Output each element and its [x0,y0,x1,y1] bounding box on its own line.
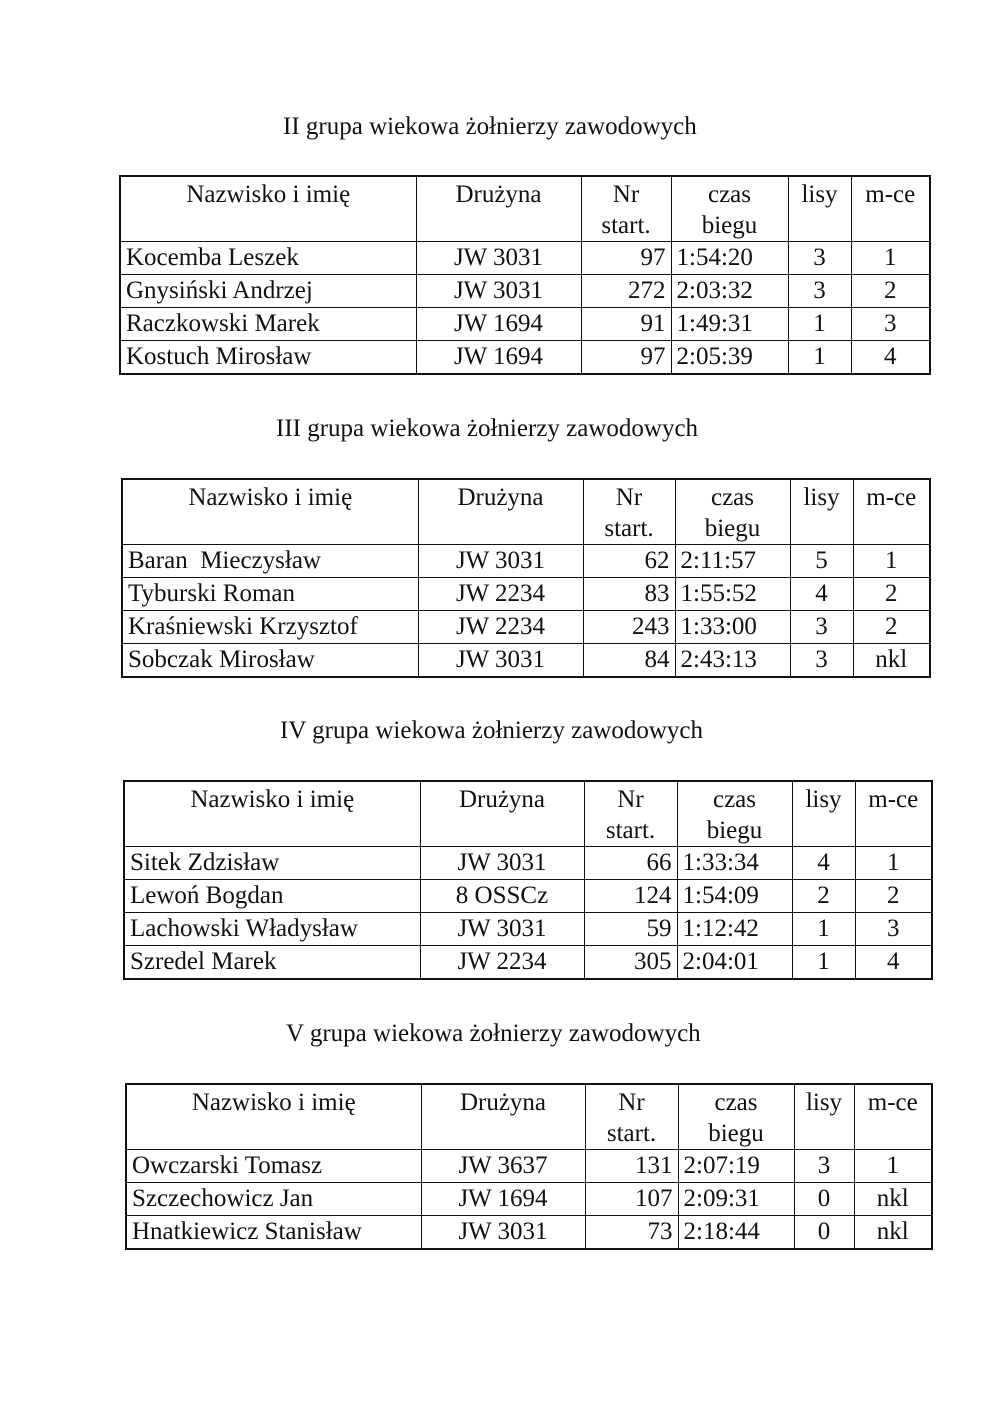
team: JW 3031 [421,1216,585,1250]
results-table [119,175,931,375]
run-time: 1:54:20 [671,242,788,275]
start-number: 66 [584,847,677,880]
team: JW 1694 [421,1183,585,1216]
competitor-name: Lewoń Bogdan [124,880,420,913]
start-number-header [584,781,677,847]
competitor-name: Kraśniewski Krzysztof [122,611,418,644]
foxes: 3 [788,275,851,308]
start-number-header [583,479,675,545]
time-label: czas [714,1089,758,1116]
table-row [122,578,930,611]
foxes: 4 [792,847,855,880]
start-number: 243 [583,611,675,644]
competitor-name: Gnysiński Andrzej [120,275,416,308]
foxes: 1 [792,946,855,980]
table-row [120,308,930,341]
competitor-name: Kostuch Mirosław [120,341,416,375]
place-header: m-ce [854,1084,932,1150]
run-label: biegu [701,212,758,239]
nr-label: Nr [615,484,643,511]
group-title: IV grupa wiekowa żołnierzy zawodowych [280,717,703,744]
time-label: czas [712,786,757,813]
run-time: 2:07:19 [678,1150,794,1183]
table-row [122,545,930,578]
foxes: 4 [790,578,853,611]
start-number: 124 [584,880,677,913]
run-time: 1:33:34 [677,847,792,880]
table-row [124,946,932,980]
start-number: 305 [584,946,677,980]
group-title: V grupa wiekowa żołnierzy zawodowych [286,1020,701,1047]
place: 1 [851,242,930,275]
competitor-name: Hnatkiewicz Stanisław [126,1216,421,1250]
foxes: 0 [794,1183,854,1216]
run-time: 2:11:57 [675,545,790,578]
nr-label: Nr [612,181,640,208]
competitor-name: Szredel Marek [124,946,420,980]
nr-label: Nr [617,786,644,813]
time-label: czas [710,484,755,511]
place: 1 [855,847,932,880]
foxes: 2 [792,880,855,913]
table-row [124,880,932,913]
start-number: 73 [585,1216,678,1250]
place: 2 [851,275,930,308]
team: JW 3031 [416,275,581,308]
place: 2 [855,880,932,913]
foxes-header: lisy [790,479,853,545]
table-row [120,242,930,275]
team: JW 3031 [418,545,583,578]
start-label: start. [604,515,654,542]
run-label: biegu [706,817,763,844]
team: JW 2234 [418,611,583,644]
name-header: Nazwisko i imię [124,781,420,847]
start-number: 62 [583,545,675,578]
foxes: 3 [790,644,853,678]
start-label: start. [605,817,656,844]
table-row [122,644,930,678]
competitor-name: Sobczak Mirosław [122,644,418,678]
results-table [125,1083,933,1250]
run-time: 1:49:31 [671,308,788,341]
foxes: 0 [794,1216,854,1250]
place: 2 [853,611,930,644]
name-header: Nazwisko i imię [122,479,418,545]
team: JW 3031 [418,644,583,678]
competitor-name: Baran Mieczysław [122,545,418,578]
table-row [126,1150,932,1183]
team: JW 2234 [418,578,583,611]
team: JW 3637 [421,1150,585,1183]
foxes: 5 [790,545,853,578]
competitor-name: Lachowski Władysław [124,913,420,946]
foxes: 3 [788,242,851,275]
team: 8 OSSCz [420,880,584,913]
table-row [124,847,932,880]
place: nkl [853,644,930,678]
place-header: m-ce [851,176,930,242]
foxes: 1 [792,913,855,946]
start-number: 83 [583,578,675,611]
run-time: 2:04:01 [677,946,792,980]
header-row [122,479,930,545]
table-row [122,611,930,644]
run-label: biegu [704,515,761,542]
results-table [123,780,933,980]
place: 3 [851,308,930,341]
start-number: 107 [585,1183,678,1216]
table-row [126,1216,932,1250]
team: JW 1694 [416,308,581,341]
competitor-name: Tyburski Roman [122,578,418,611]
start-number: 97 [581,242,671,275]
team: JW 3031 [416,242,581,275]
start-number: 84 [583,644,675,678]
run-time: 2:05:39 [671,341,788,375]
place-header: m-ce [853,479,930,545]
group-title: II grupa wiekowa żołnierzy zawodowych [283,113,697,140]
foxes: 1 [788,341,851,375]
foxes-header: lisy [788,176,851,242]
competitor-name: Owczarski Tomasz [126,1150,421,1183]
place: 1 [854,1150,932,1183]
foxes-header: lisy [792,781,855,847]
start-number: 97 [581,341,671,375]
place: 4 [855,946,932,980]
run-time: 2:18:44 [678,1216,794,1250]
run-time: 2:43:13 [675,644,790,678]
run-time: 2:09:31 [678,1183,794,1216]
run-time-header [677,781,792,847]
foxes: 3 [790,611,853,644]
place-header: m-ce [855,781,932,847]
run-time-header [678,1084,794,1150]
place: 2 [853,578,930,611]
run-time: 1:33:00 [675,611,790,644]
start-number: 91 [581,308,671,341]
foxes: 3 [794,1150,854,1183]
place: nkl [854,1216,932,1250]
team-header: Drużyna [420,781,584,847]
table-row [124,913,932,946]
table-row [126,1183,932,1216]
run-time-header [675,479,790,545]
results-table [121,478,931,678]
start-number: 131 [585,1150,678,1183]
header-row [120,176,930,242]
competitor-name: Kocemba Leszek [120,242,416,275]
competitor-name: Raczkowski Marek [120,308,416,341]
run-time: 2:03:32 [671,275,788,308]
time-label: czas [707,181,752,208]
place: 3 [855,913,932,946]
name-header: Nazwisko i imię [126,1084,421,1150]
run-time: 1:12:42 [677,913,792,946]
team: JW 2234 [420,946,584,980]
team-header: Drużyna [421,1084,585,1150]
header-row [124,781,932,847]
run-time-header [671,176,788,242]
header-row [126,1084,932,1150]
name-header: Nazwisko i imię [120,176,416,242]
competitor-name: Szczechowicz Jan [126,1183,421,1216]
team-header: Drużyna [418,479,583,545]
place: 4 [851,341,930,375]
team: JW 3031 [420,913,584,946]
place: 1 [853,545,930,578]
place: nkl [854,1183,932,1216]
start-label: start. [601,212,651,239]
start-number: 59 [584,913,677,946]
foxes: 1 [788,308,851,341]
team: JW 1694 [416,341,581,375]
team-header: Drużyna [416,176,581,242]
run-time: 1:54:09 [677,880,792,913]
start-number-header [581,176,671,242]
start-label: start. [606,1120,657,1147]
run-label: biegu [708,1120,764,1147]
group-title: III grupa wiekowa żołnierzy zawodowych [276,415,699,442]
foxes-header: lisy [794,1084,854,1150]
team: JW 3031 [420,847,584,880]
start-number: 272 [581,275,671,308]
table-row [120,275,930,308]
competitor-name: Sitek Zdzisław [124,847,420,880]
nr-label: Nr [618,1089,645,1116]
run-time: 1:55:52 [675,578,790,611]
start-number-header [585,1084,678,1150]
table-row [120,341,930,375]
